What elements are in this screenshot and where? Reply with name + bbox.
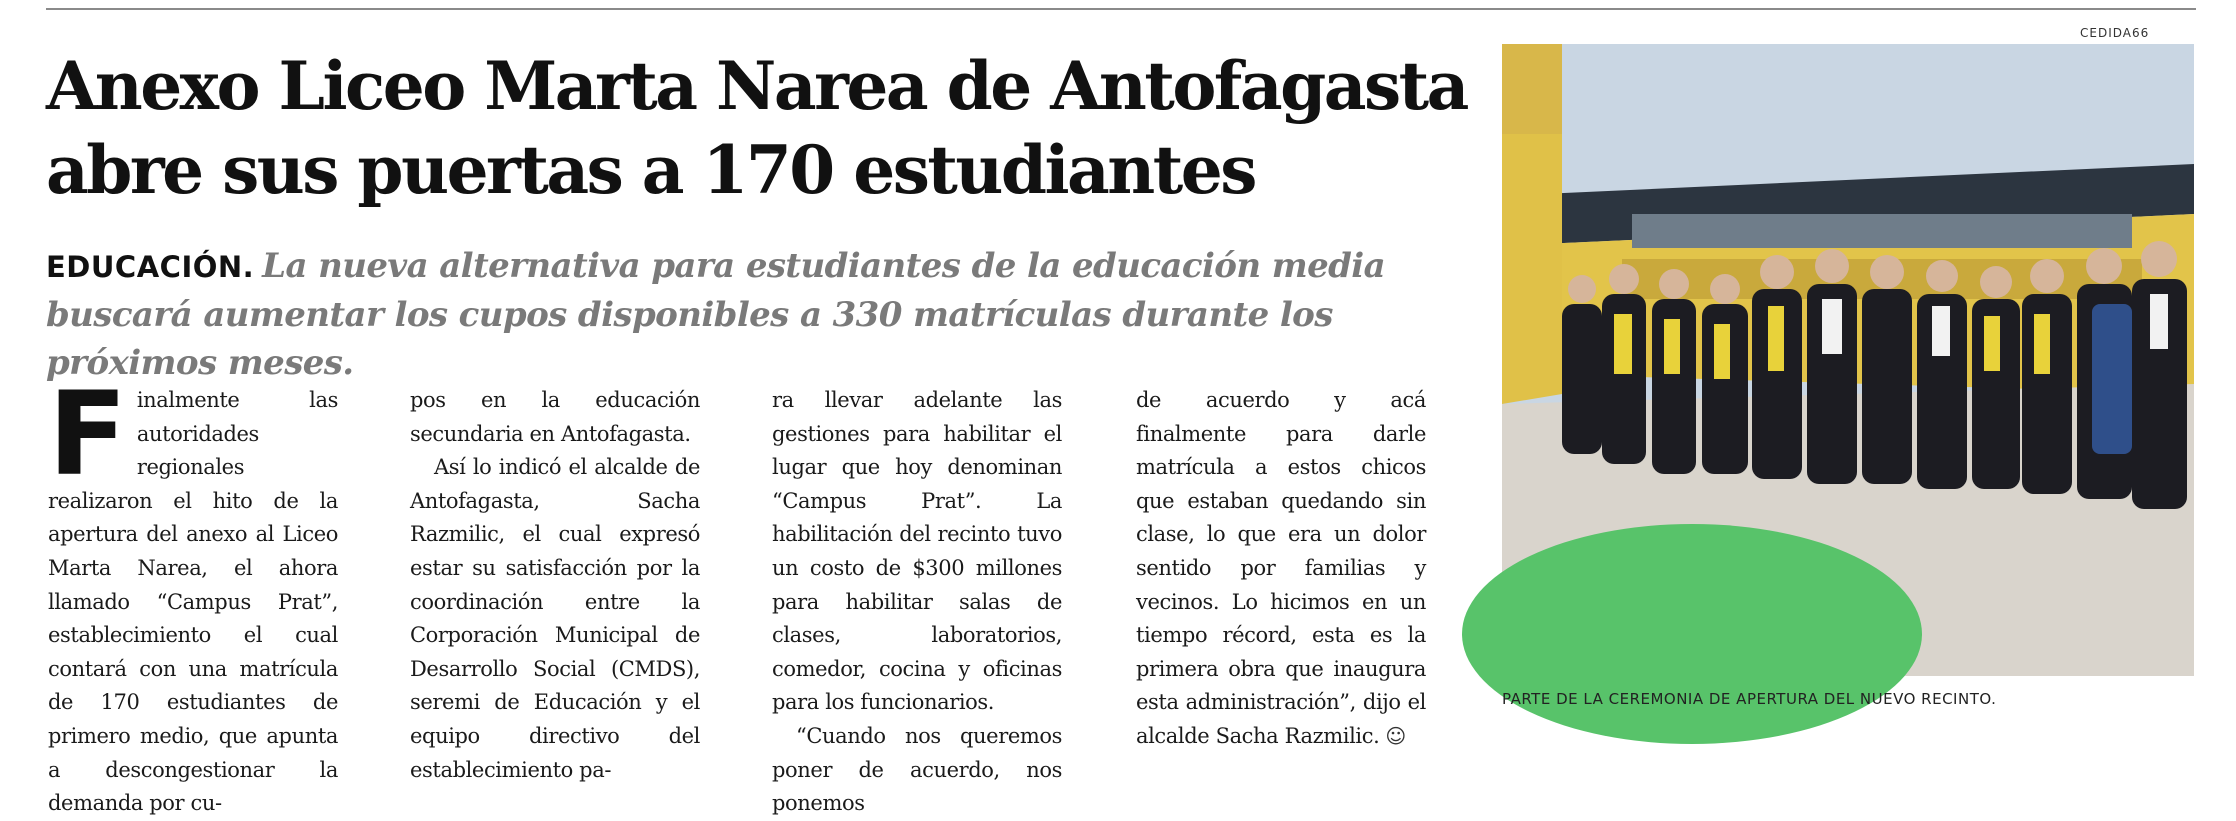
column-3-paragraph-1: ra llevar adelante las gestiones para habilitar el lugar que hoy denominan “Campus Prat”. La habilitación del recinto tuvo un costo de $300 millones para habilitar salas de clases, laboratorios, comedor, cocina y oficinas para los funcionarios. <box>772 388 1062 715</box>
body-column-4 <box>1136 384 1426 754</box>
headline <box>46 44 1486 212</box>
drop-cap: F <box>48 367 127 502</box>
headline-line-1: Anexo Liceo Marta Narea de Antofagasta <box>46 47 1467 125</box>
article-photo <box>1502 44 2194 676</box>
body-column-2 <box>410 384 700 787</box>
body-column-1 <box>48 367 338 821</box>
photo-caption: PARTE DE LA CEREMONIA DE APERTURA DEL NUEVO RECINTO. <box>1502 690 1997 708</box>
body-column-3 <box>772 384 1062 821</box>
column-4-paragraph-1: de acuerdo y acá finalmente para darle matrícula a estos chicos que estaban quedando sin clase, lo que era un dolor sentido por familias y vecinos. Lo hicimos en un tiempo récord, esta es la primera obra que inaugura esta administración”, dijo el alcalde Sacha Razmilic. <box>1136 388 1426 748</box>
photo-credit: CEDIDA66 <box>2080 26 2150 40</box>
end-mark-icon: ☺ <box>1385 723 1406 748</box>
ceremony-photo-illustration <box>1502 44 2194 676</box>
top-rule <box>46 8 2196 10</box>
lead-paragraph <box>46 242 1466 387</box>
column-1-text: inalmente las autoridades regionales realizaron el hito de la apertura del anexo al Liceo Marta Narea, el ahora llamado “Campus Prat”, establecimiento el cual contará con una matrícula de 170 estudiantes de primero medio, que apunta a descongestionar la demanda por cu- <box>48 388 338 816</box>
column-2-paragraph-2: Así lo indicó el alcalde de Antofagasta, Sacha Razmilic, el cual expresó estar su satisfacción por la coordinación entre la Corporación Municipal de Desarrollo Social (CMDS), seremi de Educación y el equipo directivo del establecimiento pa- <box>410 455 700 782</box>
column-3-paragraph-2: “Cuando nos queremos poner de acuerdo, nos ponemos <box>772 723 1062 816</box>
section-label: EDUCACIÓN. <box>46 250 255 284</box>
headline-line-2: abre sus puertas a 170 estudiantes <box>46 131 1255 209</box>
lead-text: La nueva alternativa para estudiantes de la educación media buscará aumentar los cupos disponibles a 330 matrículas durante los próximos meses. <box>46 246 1386 383</box>
column-2-paragraph-1: pos en la educación secundaria en Antofagasta. <box>410 388 700 446</box>
